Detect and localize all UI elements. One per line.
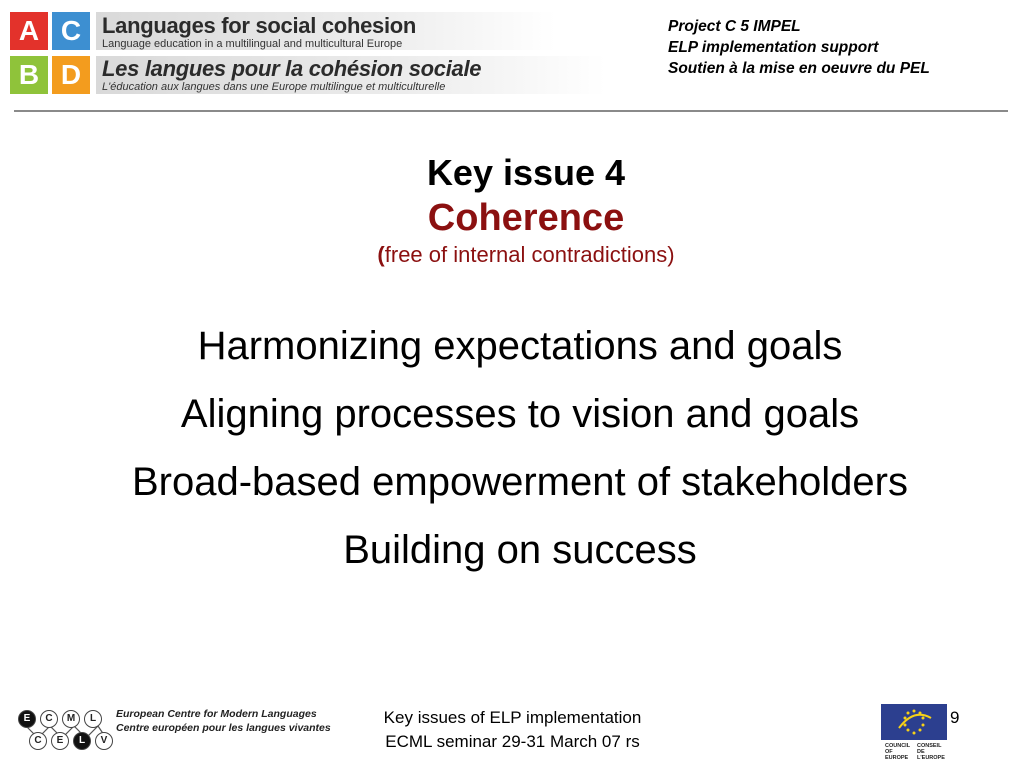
ecml-circle-v: V [95, 732, 113, 750]
logo-tile-a: A [10, 12, 48, 50]
coe-name-en: COUNCIL OF EUROPE [885, 743, 910, 761]
bullet-item: Harmonizing expectations and goals [197, 324, 843, 368]
logo-tile-c: C [52, 12, 90, 50]
bullet-item: Building on success [343, 528, 697, 572]
coe-name-fr: CONSEIL DE L'EUROPE [917, 743, 945, 761]
key-issue-heading: Key issue 4 [426, 152, 626, 193]
header-divider [14, 110, 1008, 112]
ecml-name-en: European Centre for Modern Languages [116, 708, 317, 720]
ecml-circle-e: E [18, 710, 36, 728]
ecml-circle-e2: E [51, 732, 69, 750]
project-line-1: Project C 5 IMPEL [668, 18, 801, 35]
logo-tile-d: D [52, 56, 90, 94]
bullet-item: Broad-based empowerment of stakeholders [132, 460, 908, 504]
topic-subtitle [0, 240, 1024, 270]
council-of-europe-logo [881, 704, 947, 761]
project-line-3: Soutien à la mise en oeuvre du PEL [668, 60, 930, 77]
logo-subtitle-fr: L'éducation aux langues dans une Europe multilingue et multiculturelle [102, 81, 446, 93]
page-number: 9 [950, 708, 960, 727]
subtitle-text: free of internal contradictions) [384, 242, 675, 267]
ecml-circle-c: C [40, 710, 58, 728]
ecml-circle-m: M [62, 710, 80, 728]
footer-line-2: ECML seminar 29-31 March 07 rs [385, 732, 640, 751]
logo-title-en: Languages for social cohesion [102, 13, 417, 38]
logo-title-fr: Les langues pour la cohésion sociale [102, 56, 482, 81]
bullet-item: Aligning processes to vision and goals [180, 392, 860, 436]
bullet-list [0, 312, 1024, 584]
languages-for-social-cohesion-logo [10, 12, 610, 98]
topic-heading: Coherence [427, 197, 625, 239]
logo-tile-b: B [10, 56, 48, 94]
ecml-circle-l2: L [73, 732, 91, 750]
logo-subtitle-en: Language education in a multilingual and multicultural Europe [102, 38, 403, 50]
ecml-name-fr: Centre européen pour les langues vivantes [116, 722, 331, 734]
ecml-logo [18, 706, 331, 752]
footer-caption [320, 706, 705, 754]
slide-title [0, 150, 1024, 270]
ecml-circle-l: L [84, 710, 102, 728]
project-line-2: ELP implementation support [668, 39, 879, 56]
coe-stars-icon [881, 704, 947, 740]
footer-line-1: Key issues of ELP implementation [383, 708, 642, 727]
subtitle-open-paren: ( [377, 242, 385, 267]
coe-flag [881, 704, 947, 740]
project-info [668, 16, 930, 79]
ecml-circle-c2: C [29, 732, 47, 750]
